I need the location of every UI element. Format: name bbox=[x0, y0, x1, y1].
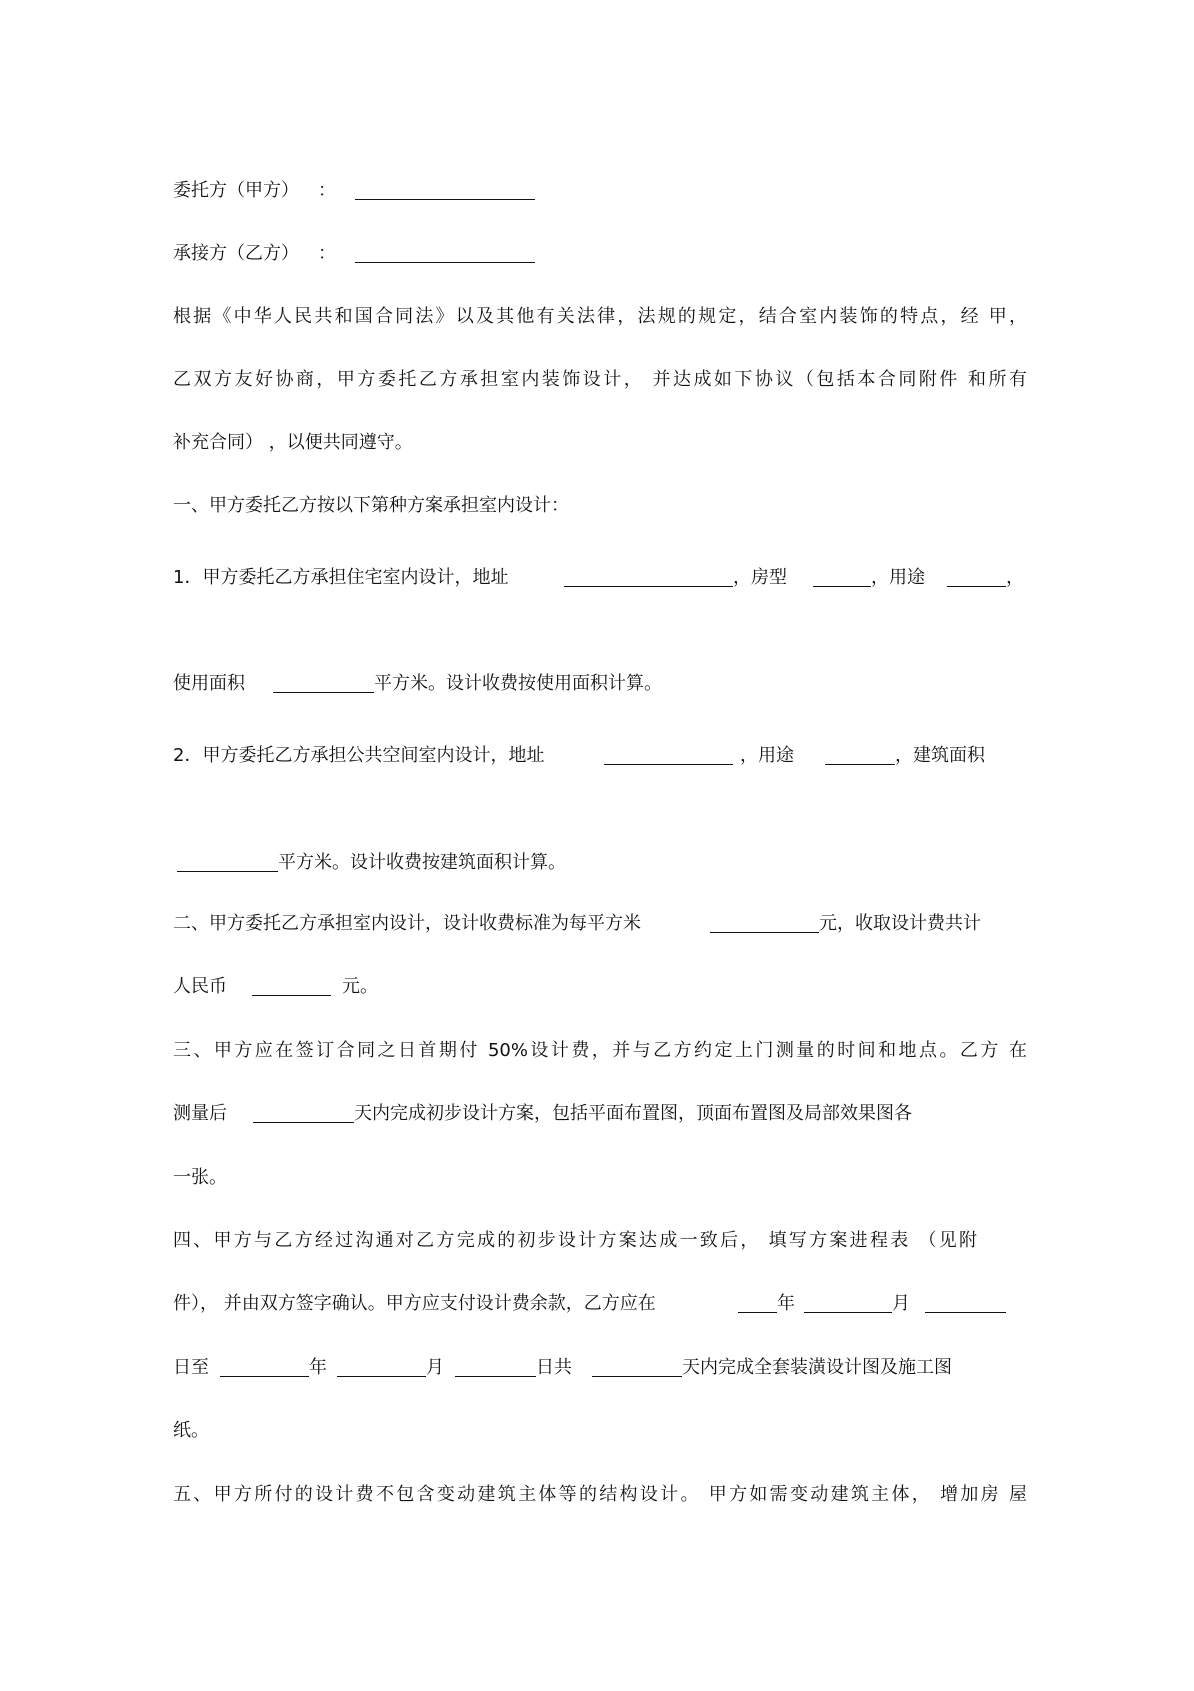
party-b-blank[interactable] bbox=[355, 242, 535, 263]
clause-text: 天内完成全套装潢设计图及施工图 bbox=[682, 1357, 952, 1378]
building-area-blank[interactable] bbox=[177, 851, 278, 872]
clause-1-option-2-cont bbox=[0, 851, 1194, 875]
preamble-line-1 bbox=[0, 305, 1194, 329]
party-b-label: 承接方（乙方） bbox=[173, 243, 299, 264]
house-type-blank[interactable] bbox=[813, 566, 871, 587]
days-blank[interactable] bbox=[592, 1356, 682, 1377]
clause-text: ，建筑面积 bbox=[895, 745, 985, 766]
clause-text: 三、甲方应在签订合同之日首期付 50%设计费，并与乙方约定上门测量的时间和地点。乙方 在 bbox=[173, 1040, 1027, 1061]
preamble-text: 乙双方友好协商，甲方委托乙方承担室内装饰设计， 并达成如下协议（包括本合同附件 和所有 bbox=[173, 369, 1027, 390]
clause-text: ，用途 bbox=[740, 745, 794, 766]
days-blank[interactable] bbox=[253, 1102, 354, 1123]
clause-4-dates bbox=[0, 1356, 1194, 1380]
clause-text: ，房型 bbox=[733, 567, 787, 588]
clause-text: 1．甲方委托乙方承担住宅室内设计，地址 bbox=[173, 567, 509, 588]
unit-fee-blank[interactable] bbox=[710, 912, 819, 933]
year-blank[interactable] bbox=[220, 1356, 309, 1377]
clause-1-option-1 bbox=[0, 566, 1194, 590]
clause-text: 元，收取设计费共计 bbox=[819, 913, 981, 934]
clause-5 bbox=[0, 1483, 1194, 1507]
clause-3 bbox=[0, 1039, 1194, 1063]
clause-text: ，用途 bbox=[871, 567, 925, 588]
usage-blank[interactable] bbox=[825, 744, 895, 765]
clause-3-cont bbox=[0, 1102, 1194, 1126]
party-a-label: 委托方（甲方） bbox=[173, 180, 299, 201]
preamble-line-3 bbox=[0, 431, 1194, 455]
clause-text: 使用面积 bbox=[173, 673, 245, 694]
clause-4-cont bbox=[0, 1292, 1194, 1316]
clause-text: 四、甲方与乙方经过沟通对乙方完成的初步设计方案达成一致后， 填写方案进程表 （见附 bbox=[173, 1230, 977, 1251]
clause-text: 一张。 bbox=[173, 1167, 227, 1188]
day-blank[interactable] bbox=[925, 1292, 1006, 1313]
clause-text: 月 bbox=[892, 1293, 910, 1314]
clause-3-end bbox=[0, 1166, 1194, 1190]
clause-1-option-2 bbox=[0, 744, 1194, 768]
party-a-line bbox=[0, 179, 1194, 203]
party-b-line bbox=[0, 242, 1194, 266]
address-blank[interactable] bbox=[604, 744, 733, 765]
clause-text: 2．甲方委托乙方承担公共空间室内设计，地址 bbox=[173, 745, 545, 766]
clause-text: 元。 bbox=[342, 976, 378, 997]
colon: ： bbox=[318, 243, 336, 264]
clause-text: 二、甲方委托乙方承担室内设计，设计收费标准为每平方米 bbox=[173, 913, 641, 934]
clause-text: 五、甲方所付的设计费不包含变动建筑主体等的结构设计。 甲方如需变动建筑主体， 增加房 屋 bbox=[173, 1484, 1027, 1505]
party-a-blank[interactable] bbox=[355, 179, 535, 200]
clause-text: 年 bbox=[777, 1293, 795, 1314]
preamble-line-2 bbox=[0, 368, 1194, 392]
usage-blank[interactable] bbox=[947, 566, 1006, 587]
day-blank[interactable] bbox=[455, 1356, 536, 1377]
usable-area-blank[interactable] bbox=[273, 672, 374, 693]
preamble-text: 补充合同） ，以便共同遵守。 bbox=[173, 432, 413, 453]
clause-1-heading bbox=[0, 494, 1194, 518]
clause-text: 纸。 bbox=[173, 1420, 209, 1441]
clause-text: 测量后 bbox=[173, 1103, 227, 1124]
clause-text: 平方米。设计收费按使用面积计算。 bbox=[374, 673, 662, 694]
clause-text: 一、甲方委托乙方按以下第种方案承担室内设计： bbox=[173, 495, 569, 516]
address-blank[interactable] bbox=[564, 566, 733, 587]
colon: ： bbox=[318, 180, 336, 201]
clause-1-option-1-cont bbox=[0, 672, 1194, 696]
clause-4 bbox=[0, 1229, 1194, 1253]
clause-text: 日至 bbox=[173, 1357, 209, 1378]
clause-2 bbox=[0, 912, 1194, 936]
clause-4-end bbox=[0, 1419, 1194, 1443]
month-blank[interactable] bbox=[337, 1356, 426, 1377]
clause-text: 日共 bbox=[536, 1357, 572, 1378]
month-blank[interactable] bbox=[804, 1292, 892, 1313]
clause-text: 年 bbox=[309, 1357, 327, 1378]
clause-2-cont bbox=[0, 975, 1194, 999]
clause-text: 月 bbox=[426, 1357, 444, 1378]
clause-text: 件）， 并由双方签字确认。甲方应支付设计费余款，乙方应在 bbox=[173, 1293, 656, 1314]
clause-text: 人民币 bbox=[173, 976, 227, 997]
total-fee-blank[interactable] bbox=[252, 975, 331, 996]
preamble-text: 根据《中华人民共和国合同法》以及其他有关法律，法规的规定，结合室内装饰的特点，经 甲， bbox=[173, 306, 1027, 327]
clause-text: ， bbox=[1006, 567, 1024, 588]
year-blank[interactable] bbox=[738, 1292, 777, 1313]
clause-text: 天内完成初步设计方案，包括平面布置图，顶面布置图及局部效果图各 bbox=[354, 1103, 912, 1124]
clause-text: 平方米。设计收费按建筑面积计算。 bbox=[278, 852, 566, 873]
